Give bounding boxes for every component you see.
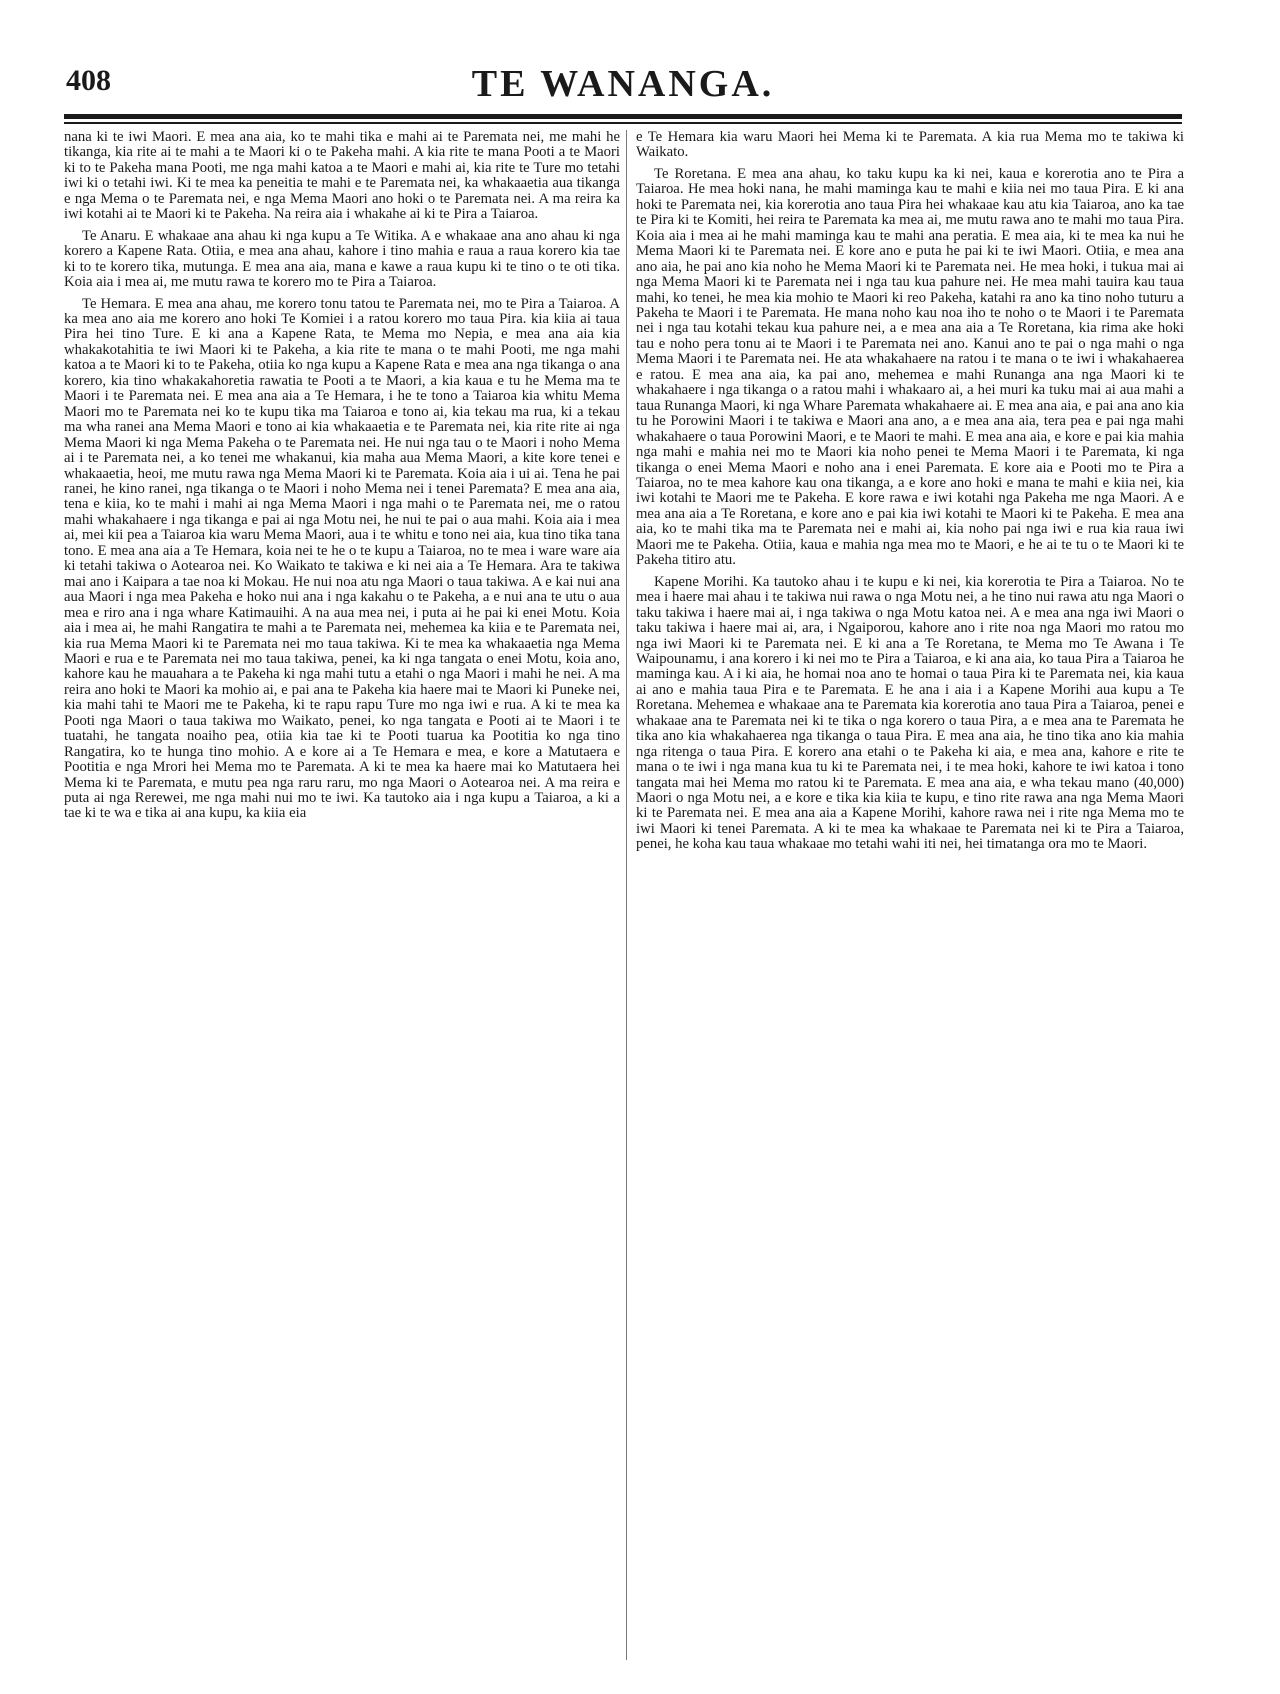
- left-column: [64, 130, 620, 1660]
- header-rule-thick: [64, 114, 1182, 119]
- right-column: [636, 130, 1184, 1660]
- paragraph: Te Roretana. E mea ana ahau, ko taku kupu ka ki nei, kaua e korerotia ano te Pira a Taiaroa. He mea hoki nana, he mahi maminga kau te mahi e kiia nei mo taua Pira. E ki ana hoki te Paremata nei, kia korerotia ano taua Pira hei whakaae kau atu kia Taiaroa, ano ka tae te Pira ki te Komiti, hei reira te Paremata ka mea ai, me mutu rawa ano te mahi mo taua Pira. Koia aia i mea ai he mahi maminga kau te mahi ana peratia. E mea aia, ki te mea ka nui he Mema Maori ki te Paremata nei. E kore ano e puta he pai ki te iwi Maori. Otiia, e mea ana ano aia, he pai ano kia noho he Mema Maori ki te Paremata nei. He mea hoki, i tukua mai ai nga Mema Maori ki te Paremata nei i nga tau kua pahure nei. He mea mahi tauira kau taua mahi, ko tenei, he mea kia mohio te Maori ki reo Pakeha, katahi ra ano ka tino noho tuturu a Pakeha te Maori i te Paremata. He mana noho kau noa iho te noho o te Maori i te Paremata nei i nga tau kotahi tekau kua pahure nei, a e mea ana aia a Te Roretana, kia rima ake hoki tau e noho pera tonu ai te Maori i te Paremata nei ano. Kanui ano te pai o nga mahi o nga Mema Maori i te Paremata nei. He ata whakahaere na ratou i te mana o te iwi i whakahaerea e ratou. E mea ana aia, ka pai ano, mehemea e mahi Runanga ana nga Maori ki te whakahaere i nga tikanga o a ratou mahi i whakaaro ai, a hei muri ka tuku mai ai aua mahi a taua Runanga Maori, ki nga Whare Paremata whakahaere ai. E mea ana aia, e pai ana ano kia tu he Porowini Maori i te takiwa e Maori ana ano, a e mea ana aia, tera pea e pai nga mahi whakahaere o taua Porowini Maori, e te Maori te mahi. E mea ana aia, e kore e pai kia mahia nga mahi e mahia nei mo te Maori kia noho penei te Mema Maori i te Paremata, ki nga tikanga o enei Mema Maori e noho ana i enei Paremata. E kore aia e Pooti mo te Pira a Taiaroa, no te mea kahore kau ona tikanga, a e kore ano hoki e mana te mahi e kiia nei, kia iwi kotahi te Maori me te Pakeha. E kore rawa e iwi kotahi nga Pakeha me nga Maori. A e mea ana aia a Te Roretana, e kore ano e pai kia iwi kotahi te Maori ki te Pakeha. E mea ana aia, ko te mahi tika ma te Paremata nei e mahi ai, kia noho pai nga iwi e rua kia raua iwi Maori me te Pakeha. Otiia, kaua e mahia nga mea mo te Maori, e he ai te tu o te Maori ki te Pakeha titiro atu.: [636, 165, 1184, 569]
- page-number: 408: [66, 64, 111, 97]
- column-divider: [626, 130, 627, 1660]
- paragraph: e Te Hemara kia waru Maori hei Mema ki te Paremata. A kia rua Mema mo te takiwa ki Waikato.: [636, 130, 1184, 161]
- header-rule-thin: [64, 122, 1182, 124]
- paragraph: nana ki te iwi Maori. E mea ana aia, ko te mahi tika e mahi ai te Paremata nei, me mahi he tikanga, kia rite ai te mahi a te Maori ki o te Pakeha mahi. A kia rite te mana Pooti a te Maori ki to te Pakeha mana Pooti, me nga mahi katoa a te Maori e mahi ai, kia rite te Ture mo tetahi iwi ki o tetahi iwi. Ki te mea ka peneitia te mahi e te Paremata nei, ka whakaaetia aua tikanga e nga Mema o te Paremata nei, e nga Mema Maori ano hoki o te Paremata nei. A ma reira ka iwi kotahi ai te Maori ki te Pakeha. Na reira aia i whakahe ai ki te Pira a Taiaroa.: [64, 130, 620, 223]
- paragraph: Te Hemara. E mea ana ahau, me korero tonu tatou te Paremata nei, mo te Pira a Taiaroa. A ka mea ano aia me korero ano hoki Te Komiei i a ratou korero mo taua Pira. kia kiia ai taua Pira hei tino Ture. E ki ana a Kapene Rata, te Mema mo Nepia, e mea ana aia kia whakakotahitia te iwi Maori ki te Pakeha, a kia rite te mana o te mahi Pooti, me nga mahi katoa a te Maori ki to te Pakeha, otiia ko nga kupu a Kapene Rata e mea ana nga tikanga o ana korero, kia tino whakakahoretia rawatia te Pooti a te Maori, a kia kaua e tu he Mema ma te Maori i te Paremata nei. E mea ana aia a Te Hemara, i he te tono a Taiaroa kia whitu Mema Maori mo te Paremata nei ko te kupu tika ma Taiaroa e tono ai, kia tekau ma rua, ki a tekau ma wha ranei ana Mema Maori e tono ai kia whakaaetia e te Paremata nei, kia rite rite ai nga Mema Maori ki nga Mema Pakeha o te Paremata nei. He nui nga tau o te Maori i noho Mema ai i te Paremata nei, a ko tenei me whakanui, kia maha aua Mema Maori, a kite kore tenei e whakaaetia, heoi, me mutu rawa nga Mema Maori ki te Paremata. Koia aia i ui ai. Tena he pai ranei, he kino ranei, nga tikanga o te Maori i noho Mema nei i tenei Paremata? E mea ana aia, tena e kiia, ko te mahi i mahi ai nga Mema Maori i nga mahi o te Paremata nei, me o ratou mahi whakahaere i nga tikanga e pai ai nga Motu nei, he nui te pai o aua mahi. Koia aia i mea ai, mei kii pea a Taiaroa kia waru Mema Maori, aua i te whitu e tono nei aia, kua tino tika tana tono. E mea ana aia a Te Hemara, koia nei te he o te kupu a Taiaroa, no te mea i ware ware aia ki tetahi takiwa o Aotearoa nei. Ko Waikato te takiwa e ki nei aia a Te Hemara. Ara te takiwa mai ano i Kaipara a tae noa ki Mokau. He nui noa atu nga Maori o taua takiwa. A e kai nui ana aua Maori i nga mea Pakeha e hoko nui ana i nga kakahu o te Pakeha, a e nui ana te utu o aua mea e riro ana i nga whare Katimauihi. A na aua mea nei, i puta ai he pai ki enei Motu. Koia aia i mea ai, he mahi Rangatira te mahi a te Paremata nei, mehemea ka kiia e te Paremata nei, kia rua Mema Maori ki te Paremata nei mo taua takiwa. Ki te mea ka whakaaetia nga Mema Maori e rua e te Paremata nei mo taua takiwa, penei, ka ki nga tangata o enei Motu, koia ano, kahore kau he mauahara a te Pakeha ki nga mahi tutu a etahi o nga Maori i mahi he nei. A ma reira ano hoki te Maori ka mohio ai, e pai ana te Pakeha kia haere mai te Maori ki Puneke nei, kia mahi tahi te Maori me te Pakeha, ki te rapu rapu Ture mo nga iwi e rua. A ki te mea ka Pooti nga Maori o taua takiwa mo Waikato, penei, ko nga tangata e Pooti ai te Maori i te tuatahi, he tangata noaiho pea, otiia kia tae ki te Pooti tuarua ka Pootitia ko nga tino Rangatira, ko te hunga tino mohio. A e kore ai a Te Hemara e mea, e kore a Matutaera e Pootitia e nga Mrori hei Mema mo te Paremata. A ki te mea ka haere mai ko Matutaera hei Mema ki te Paremata, e mutu pea nga raru raru, mo nga Maori o Aotearoa nei. A ma reira e puta ai nga Rerewei, me nga mahi nui mo te iwi. Ka tautoko aia i nga kupu a Taiaroa, a ki a tae ki te wa e tika ai ana kupu, ka kiia eia: [64, 295, 620, 822]
- page-header: [64, 58, 1182, 110]
- paragraph: Te Anaru. E whakaae ana ahau ki nga kupu a Te Witika. A e whakaae ana ano ahau ki nga korero a Kapene Rata. Otiia, e mea ana ahau, kahore i tino mahia e raua a raua korero kia tae ki to te korero tika, mutunga. E mea ana aia, mana e kawe a raua kupu ki te tino o te oti tika. Koia aia i mea ai, me mutu rawa te korero mo te Pira a Taiaroa.: [64, 227, 620, 291]
- newspaper-title: TE WANANGA.: [471, 63, 775, 105]
- paragraph: Kapene Morihi. Ka tautoko ahau i te kupu e ki nei, kia korerotia te Pira a Taiaroa. No te mea i haere mai ahau i te takiwa nui rawa o nga Motu nei, a he tino nui rawa atu nga Maori o taku takiwa i haere mai ai, i nga takiwa o nga Motu katoa nei. A e mea ana nga iwi Maori o taku takiwa i haere mai ai, ara, i Ngaiporou, kahore ano i rite noa nga Maori mo ratou mo nga iwi Maori ki te Paremata nei. E ki ana a Te Roretana, te Mema mo Te Awana i Te Waipounamu, i ana korero i ki nei mo te Pira a Taiaroa, e ki ana aia, ko taua Pira a Taiaroa he maminga kau. A i ki aia, he homai noa ano te homai o taua Pira ki te Paremata nei, kia kaua ai ano e mahia taua Pira e te Paremata. E he ana i aia i a Kapene Morihi aua kupu a Te Roretana. Mehemea e whakaae ana te Paremata kia korerotia ano taua Pira a Taiaroa, penei e whakaae ana te Paremata nei ki te tika o nga korero o taua Pira, a e mea ana te Paremata he tika ano kia whakahaerea nga tikanga o taua Pira. E mea ana aia, he tino tika ano kia mahia nga ritenga o taua Pira. E korero ana etahi o te Pakeha ki aia, e mea ana, kahore e rite te mana o te iwi i nga mana kua tu ki te Paremata nei, i te mea hoki, kahore te iwi katoa i tono tangata mai hei Mema mo ratou ki te Paremata. E mea ana aia, e wha tekau mano (40,000) Maori o nga Motu nei, a e kore e tika kia kiia te kupu, e tino rite rawa ana nga Mema Maori ki te Paremata nei. E mea ana aia a Kapene Morihi, kahore rawa nei i rite nga Mema mo te iwi Maori ki tenei Paremata. A ki te mea ka whakaae te Paremata nei ki te Pira a Taiaroa, penei, he koha kau taua whakaae mo tetahi wahi iti nei, hei timatanga ora mo te Maori.: [636, 573, 1184, 853]
